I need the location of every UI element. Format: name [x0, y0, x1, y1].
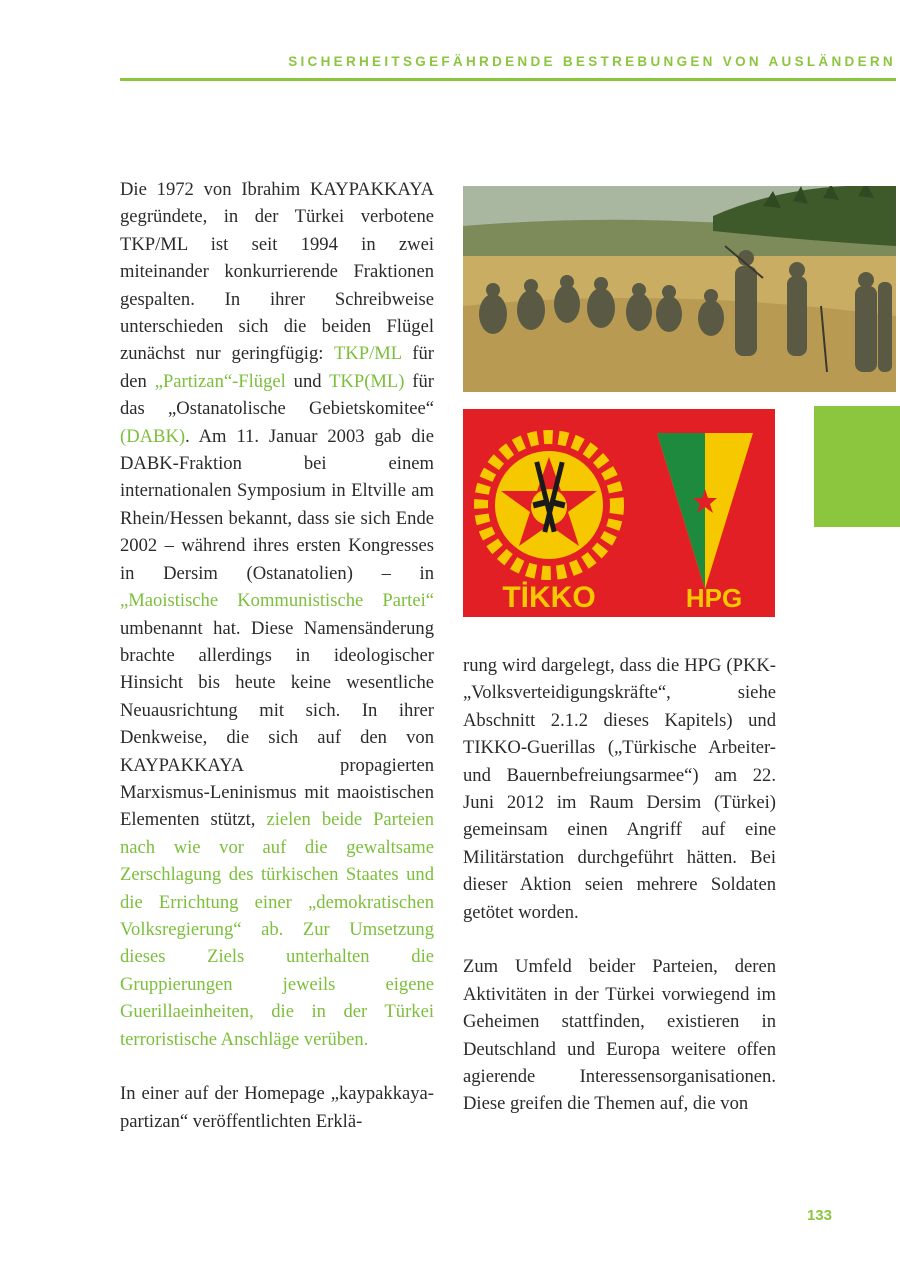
text-run: und: [285, 370, 330, 392]
left-paragraph-2: In einer auf der Homepage „kaypakkaya-partizan“ veröffentlichten Erklä-: [120, 1083, 434, 1132]
page-number: 133: [806, 1207, 832, 1224]
running-header: SICHERHEITSGEFÄHRDENDE BESTREBUNGEN VON AUSLÄNDERN: [288, 54, 896, 69]
highlight-mkp: „Maoistische Kommunistische Partei“: [120, 590, 434, 612]
highlight-partizan: „Partizan“-Flügel: [154, 370, 286, 392]
left-paragraph-1: [120, 176, 434, 1053]
text-run: Die 1972 von Ibrahim KAYPAKKAYA gegründete, in der Türkei verbotene TKP/ML ist seit 1994 in zwei miteinander konkurrierende Fraktionen gespalten. In ihrer Schreibweise unterschieden sich die beiden Flügel zunächst nur geringfügig:: [120, 179, 434, 365]
fighters-photo: [463, 186, 896, 392]
tikko-label: TİKKO: [502, 581, 596, 614]
highlight-tkp-ml: TKP/ML: [333, 343, 402, 365]
hpg-label: HPG: [685, 583, 743, 613]
left-column: [120, 176, 434, 1135]
right-paragraph-1: rung wird dargelegt, dass die HPG (PKK-„Volksverteidigungskräfte“, siehe Abschnitt 2.1.2 dieses Kapitels) und TIKKO-Guerillas („Türkische Arbeiter- und Bauernbefreiungsarmee“) am 22. Juni 2012 im Raum Dersim (Türkei) gemeinsam einen Angriff auf eine Militärstation durchgeführt hätten. Bei dieser Aktion seien mehrere Soldaten getötet worden.: [463, 655, 776, 923]
header-rule: [120, 78, 896, 81]
text-run: für den: [120, 343, 434, 392]
tikko-emblem: [481, 437, 617, 573]
emblems-illustration: [463, 409, 775, 617]
right-column: [463, 652, 776, 1118]
text-run: . Am 11. Januar 2003 gab die DABK-Fraktion bei einem internationalen Symposium in Eltville am Rhein/Hessen bekannt, dass sie sich Ende 2002 – während ihres ersten Kongresses in Dersim (Ostanatolien) – in: [120, 425, 434, 584]
highlight-tkp-ml-paren: TKP(ML): [329, 370, 405, 392]
chapter-side-tab: [814, 406, 900, 527]
right-paragraph-2: Zum Umfeld beider Parteien, deren Aktivitäten in der Türkei vorwiegend im Geheimen stattfinden, existieren in Deutschland und Europa weitere offen agierende Interessensorganisationen. Diese greifen die Themen auf, die von: [463, 956, 776, 1115]
fighters-photo-illustration: [463, 186, 896, 392]
text-run: für das „Ostanatolische Gebietskomitee“: [120, 370, 434, 420]
highlight-goal-statement: zielen beide Parteien nach wie vor auf die gewaltsame Zerschlagung des türkischen Staates und die Errichtung einer „demokratischen Volksregierung“ ab. Zur Umsetzung dieses Ziels unterhalten die Gruppierungen jeweils eigene Guerillaeinheiten, die in der Türkei terroristische Anschläge verüben.: [120, 809, 435, 1050]
tikko-hpg-emblems: [463, 409, 775, 617]
highlight-dabk: (DABK): [120, 425, 186, 447]
text-run: umbenannt hat. Diese Namensänderung brachte allerdings in ideologischer Hinsicht bis heute keine wesentliche Neuausrichtung mit sich. In ihrer Denkweise, die sich auf den von KAYPAKKAYA propagierten Marxismus-Leninismus mit maoistischen Elementen stützt,: [120, 617, 434, 831]
